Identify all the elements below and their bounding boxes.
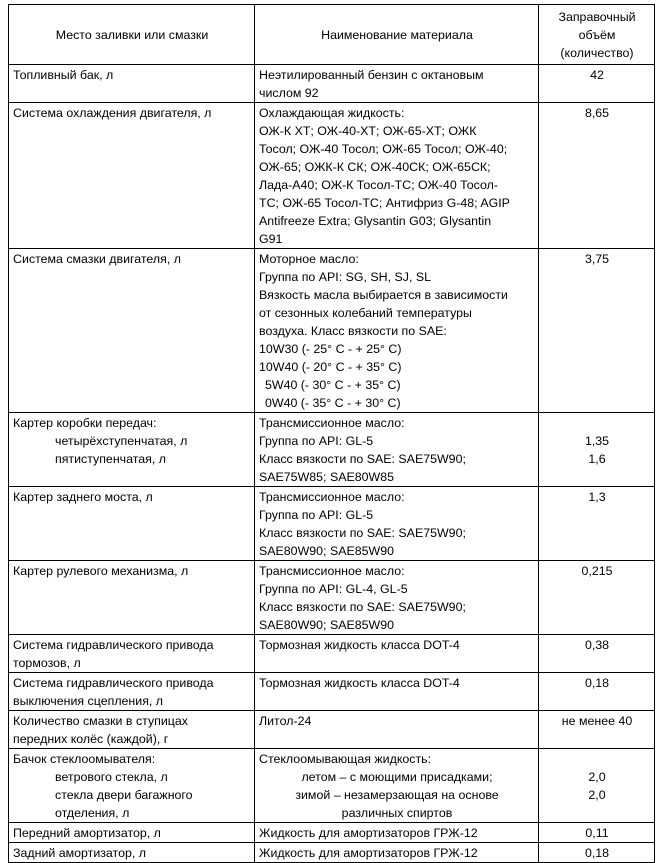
row-qty: не менее 40 — [539, 711, 655, 749]
row-place: Бачок стеклоомывателя: ветрового стекла, л стекла двери багажного отделения, л — [9, 749, 255, 823]
viscosity-line: 5W40 (- 30° C - + 35° C) — [265, 378, 401, 392]
row-place: Система гидравлического привода выключения сцепления, л — [9, 673, 255, 711]
row-material: Трансмиссионное масло: Группа по API: GL-5 Класс вязкости по SAE: SAE75W90; SAE75W85; SAE80W85 — [255, 413, 539, 487]
viscosity-line: 0W40 (- 35° C - + 30° C) — [265, 396, 401, 410]
header-row — [9, 5, 655, 65]
row-qty: 2,0 2,0 — [539, 749, 655, 823]
row-material: Тормозная жидкость класса DOT-4 — [255, 673, 539, 711]
row-material: Жидкость для амортизаторов ГРЖ-12 — [255, 843, 539, 863]
row-qty: 8,65 — [539, 103, 655, 249]
row-material: Охлаждающая жидкость: ОЖ-К ХТ; ОЖ-40-ХТ; ОЖ-65-ХТ; ОЖК Тосол; ОЖ-40 Тосол; ОЖ-65 Тосол; ОЖ-40; ОЖ-65; ОЖК-К СК; ОЖ-40СК; ОЖ-65СК; Лада-А40; ОЖ-К Тосол-ТС; ОЖ-40 Тосол- ТС; ОЖ-65 Тосол-ТС; Антифриз G-48; AGIP Antifreeze Extra; Glysantin G03; Glysantin G91 — [255, 103, 539, 249]
header-volume: Заправочный объём (количество) — [539, 5, 655, 65]
row-qty: 0,38 — [539, 635, 655, 673]
row-qty: 42 — [539, 65, 655, 103]
table-row — [9, 823, 655, 843]
row-place: Система охлаждения двигателя, л — [9, 103, 255, 249]
row-place: Картер рулевого механизма, л — [9, 561, 255, 635]
row-qty: 0,11 — [539, 823, 655, 843]
row-material: Трансмиссионное масло: Группа по API: GL-4, GL-5 Класс вязкости по SAE: SAE75W90; SAE80W90; SAE85W90 — [255, 561, 539, 635]
row-place: Картер заднего моста, л — [9, 487, 255, 561]
row-qty: 0,215 — [539, 561, 655, 635]
row-material: Стеклоомывающая жидкость: летом – с моющими присадками; зимой – незамерзающая на основе различных спиртов — [255, 749, 539, 823]
row-place: Количество смазки в ступицах передних колёс (каждой), г — [9, 711, 255, 749]
row-material: Жидкость для амортизаторов ГРЖ-12 — [255, 823, 539, 843]
table-row — [9, 487, 655, 561]
row-place: Картер коробки передач: четырёхступенчатая, л пятиступенчатая, л — [9, 413, 255, 487]
table-row — [9, 749, 655, 823]
row-material: Литол-24 — [255, 711, 539, 749]
table-row — [9, 103, 655, 249]
table-row — [9, 413, 655, 487]
row-place: Передний амортизатор, л — [9, 823, 255, 843]
header-material: Наименование материала — [255, 5, 539, 65]
row-qty: 0,18 — [539, 673, 655, 711]
fluids-table — [8, 4, 655, 863]
row-place: Топливный бак, л — [9, 65, 255, 103]
table-row — [9, 711, 655, 749]
row-place: Задний амортизатор, л — [9, 843, 255, 863]
table-row — [9, 635, 655, 673]
row-material: Тормозная жидкость класса DOT-4 — [255, 635, 539, 673]
viscosity-line: 10W30 (- 25° C - + 25° C) — [259, 342, 402, 356]
viscosity-line: 10W40 (- 20° C - + 35° C) — [259, 360, 402, 374]
header-place: Место заливки или смазки — [9, 5, 255, 65]
table-row — [9, 843, 655, 863]
row-qty: 3,75 — [539, 249, 655, 413]
row-material: Трансмиссионное масло: Группа по API: GL-5 Класс вязкости по SAE: SAE75W90; SAE80W90; SAE85W90 — [255, 487, 539, 561]
row-place: Система смазки двигателя, л — [9, 249, 255, 413]
row-qty: 0,18 — [539, 843, 655, 863]
row-qty: 1,3 — [539, 487, 655, 561]
table-row — [9, 673, 655, 711]
row-place: Система гидравлического привода тормозов, л — [9, 635, 255, 673]
row-material: Неэтилированный бензин с октановым числом 92 — [255, 65, 539, 103]
table-row — [9, 561, 655, 635]
table-row — [9, 249, 655, 413]
table-row — [9, 65, 655, 103]
row-qty: 1,35 1,6 — [539, 413, 655, 487]
row-material: Моторное масло: Группа по API: SG, SH, SJ, SL Вязкость масла выбирается в зависимости от сезонных колебаний температуры воздуха. Класс вязкости по SAE: 10W30 (- 25° C - + 25° C) 10W40 (- 20° C - + 35° C) 5W40 (- 30° C - + 35° C) 0W40 (- 35° C - + 30° C) — [255, 249, 539, 413]
